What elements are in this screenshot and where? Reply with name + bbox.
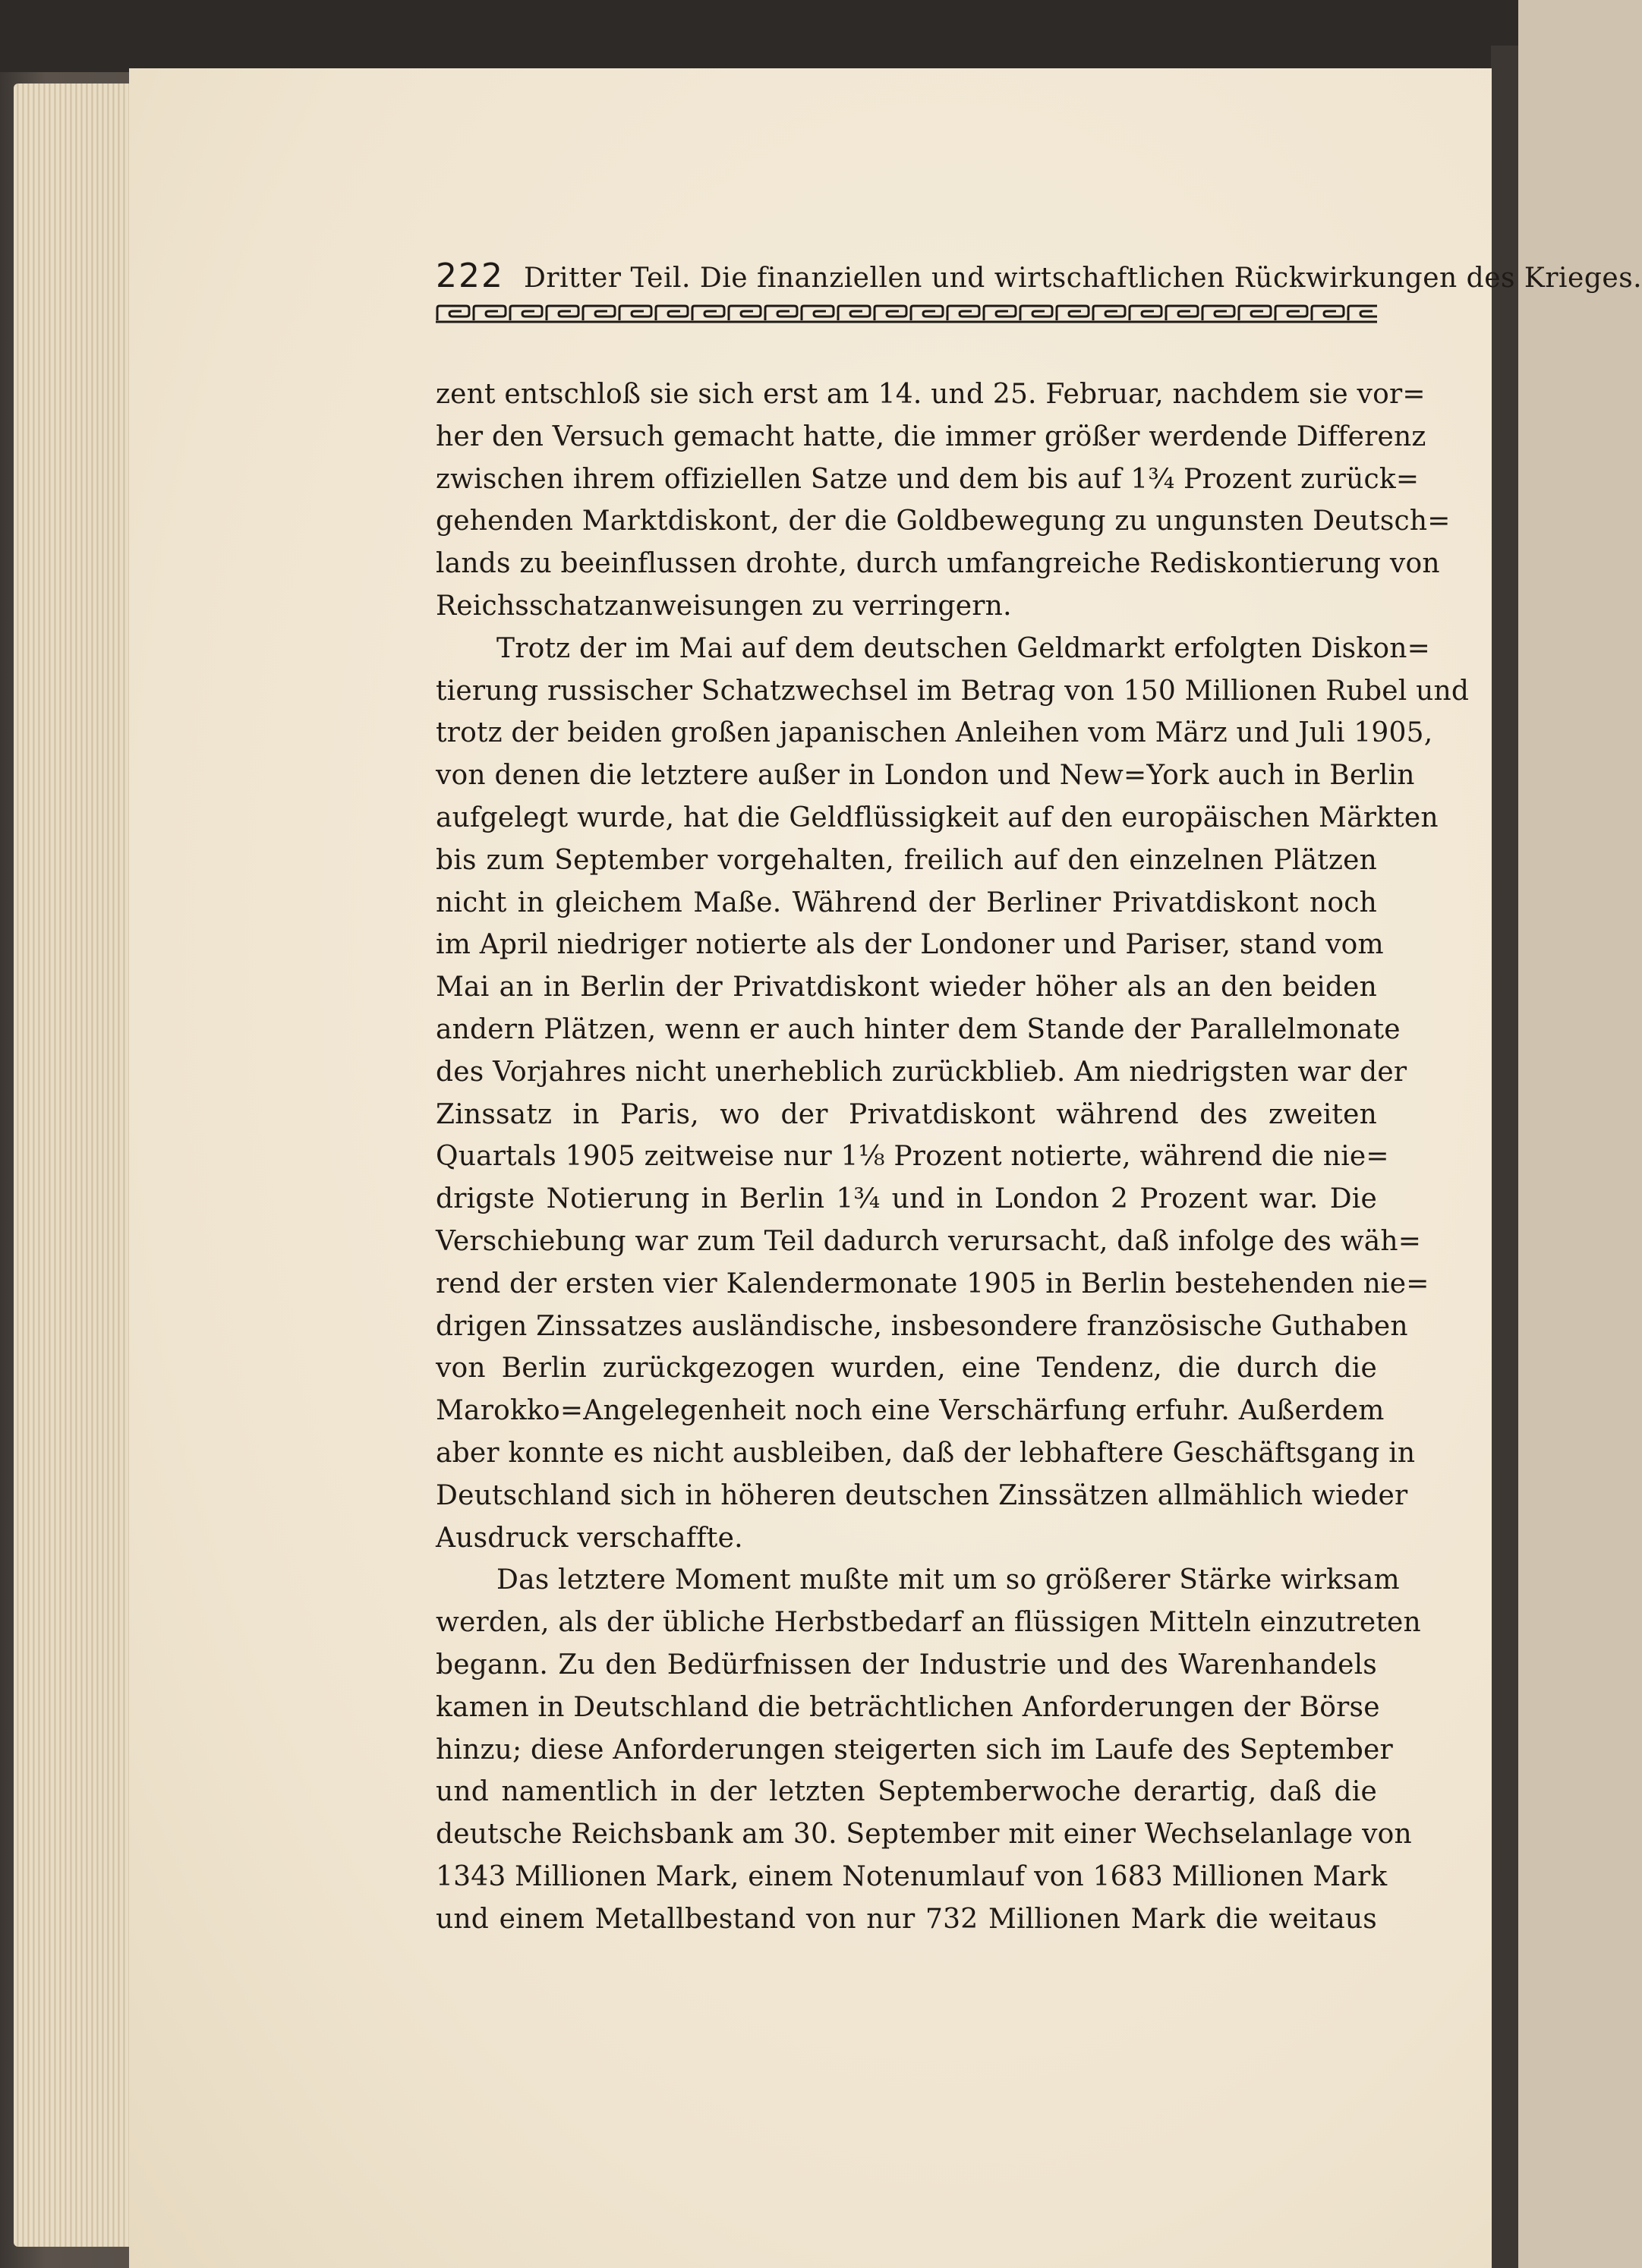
text-line: begann. Zu den Bedürfnissen der Industrie und des Warenhandels	[436, 1649, 1377, 1681]
text-line: zent entschloß sie sich erst am 14. und 25. Februar, nachdem sie vor=	[436, 379, 1426, 410]
text-line: rend der ersten vier Kalendermonate 1905 in Berlin bestehenden nie=	[436, 1268, 1429, 1299]
text-line: hinzu; diese Anforderungen steigerten sich im Laufe des September	[436, 1734, 1393, 1766]
book-cover-edge	[0, 0, 1518, 72]
text-line: werden, als der übliche Herbstbedarf an flüssigen Mitteln einzutreten	[436, 1607, 1421, 1639]
text-line: im April niedriger notierte als der Londoner und Pariser, stand vom	[436, 929, 1384, 961]
text-line: gehenden Marktdiskont, der die Goldbewegung zu ungunsten Deutsch=	[436, 506, 1451, 537]
chapter-title: Dritter Teil. Die finanziellen und wirtschaftlichen Rückwirkungen des Krieges.	[523, 263, 1642, 294]
text-line: aber konnte es nicht ausbleiben, daß der lebhaftere Geschäftsgang in	[436, 1437, 1416, 1469]
text-line: andern Plätzen, wenn er auch hinter dem Stande der Parallelmonate	[436, 1013, 1401, 1045]
text-line: von Berlin zurückgezogen wurden, eine Tendenz, die durch die	[436, 1353, 1377, 1384]
text-line: deutsche Reichsbank am 30. September mit einer Wechselanlage von	[436, 1819, 1412, 1851]
text-line: Zinssatz in Paris, wo der Privatdiskont während des zweiten	[436, 1098, 1377, 1130]
text-line: lands zu beeinflussen drohte, durch umfangreiche Rediskontierung von	[436, 548, 1440, 580]
text-line: Deutschland sich in höheren deutschen Zinssätzen allmählich wieder	[436, 1479, 1408, 1511]
text-line: Das letztere Moment mußte mit um so größerer Stärke wirksam	[496, 1564, 1400, 1596]
text-line: zwischen ihrem offiziellen Satze und dem bis auf 1¾ Prozent zurück=	[436, 463, 1420, 495]
text-line: her den Versuch gemacht hatte, die immer größer werdende Differenz	[436, 421, 1426, 452]
text-line: Trotz der im Mai auf dem deutschen Geldmarkt erfolgten Diskon=	[496, 632, 1430, 664]
paragraph	[436, 1559, 1421, 1940]
text-line: Mai an in Berlin der Privatdiskont wieder höher als an den beiden	[436, 972, 1377, 1003]
body-text	[436, 373, 1470, 1940]
book-cover-right	[1491, 46, 1518, 2268]
text-line: trotz der beiden großen japanischen Anleihen vom März und Juli 1905,	[436, 717, 1433, 749]
text-line: kamen in Deutschland die beträchtlichen Anforderungen der Börse	[436, 1691, 1380, 1723]
ornamental-rule	[436, 304, 1377, 323]
text-line: tierung russischer Schatzwechsel im Betrag von 150 Millionen Rubel und	[436, 675, 1470, 707]
text-line: aufgelegt wurde, hat die Geldflüssigkeit auf den europäischen Märkten	[436, 802, 1439, 833]
text-line: Quartals 1905 zeitweise nur 1⅛ Prozent notierte, während die nie=	[436, 1141, 1389, 1173]
text-line: drigen Zinssatzes ausländische, insbesondere französische Guthaben	[436, 1310, 1408, 1342]
text-line: drigste Notierung in Berlin 1¾ und in London 2 Prozent war. Die	[436, 1183, 1377, 1215]
paragraph	[436, 373, 1451, 628]
text-line: Verschiebung war zum Teil dadurch verursacht, daß infolge des wäh=	[436, 1225, 1422, 1257]
text-line: nicht in gleichem Maße. Während der Berliner Privatdiskont noch	[436, 887, 1377, 918]
text-line: des Vorjahres nicht unerheblich zurückblieb. Am niedrigsten war der	[436, 1056, 1407, 1088]
text-line: Ausdruck verschaffte.	[436, 1522, 743, 1554]
page-number: 222	[436, 257, 504, 295]
paragraph	[436, 628, 1470, 1560]
text-line: 1343 Millionen Mark, einem Notenumlauf von 1683 Millionen Mark	[436, 1860, 1388, 1892]
running-head	[436, 257, 1642, 302]
text-line: bis zum September vorgehalten, freilich auf den einzelnen Plätzen	[436, 844, 1377, 876]
text-line: Marokko=Angelegenheit noch eine Verschärfung erfuhr. Außerdem	[436, 1395, 1385, 1427]
text-line: und namentlich in der letzten Septemberwoche derartig, daß die	[436, 1776, 1377, 1808]
text-line: von denen die letztere außer in London und New=York auch in Berlin	[436, 760, 1415, 792]
text-line: Reichsschatzanweisungen zu verringern.	[436, 590, 1012, 622]
text-line: und einem Metallbestand von nur 732 Millionen Mark die weitaus	[436, 1903, 1377, 1935]
